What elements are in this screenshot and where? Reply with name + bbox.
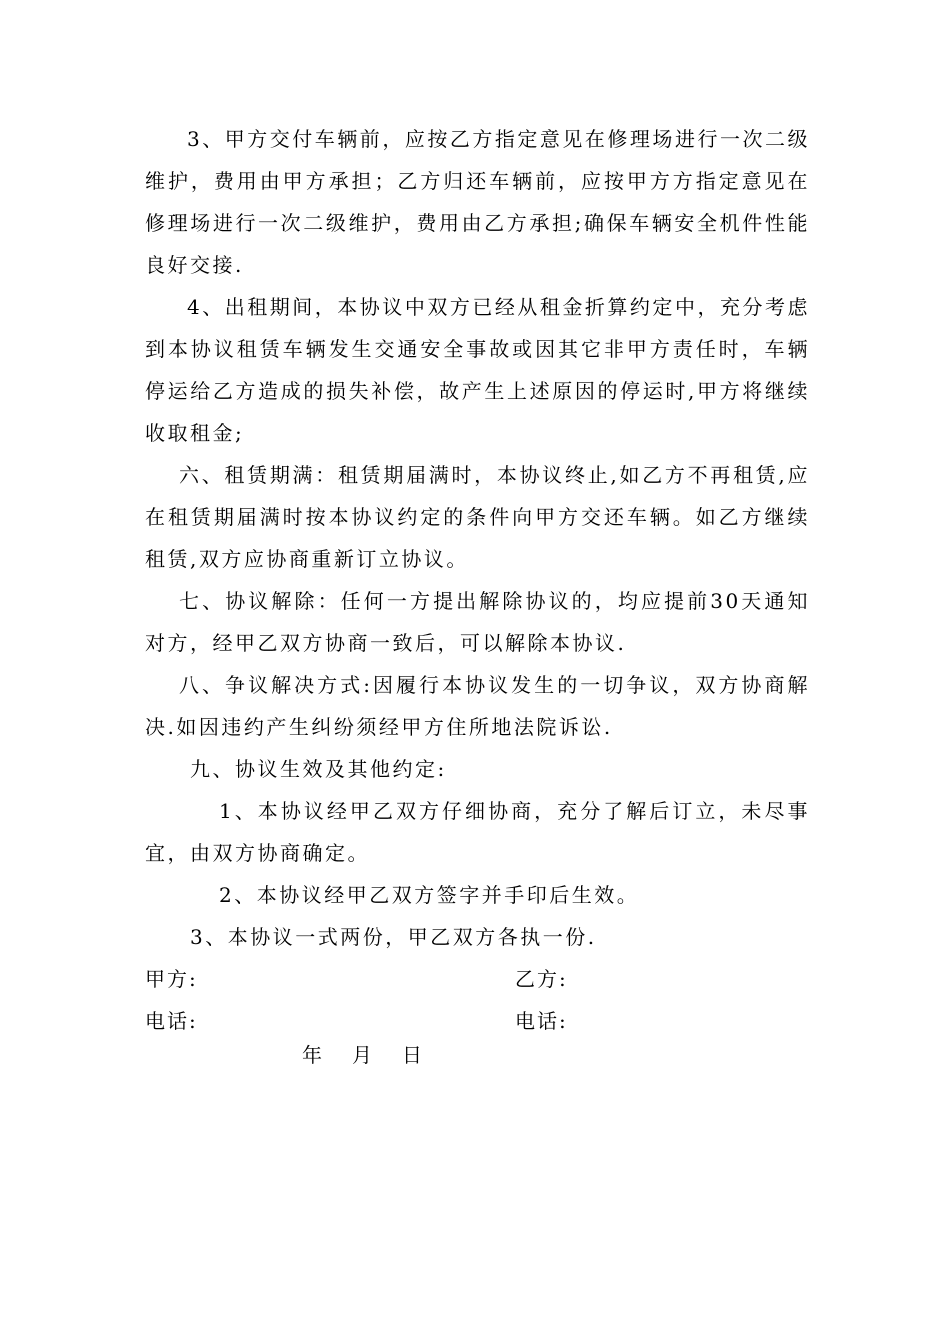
clause-effect-heading: 九、协议生效及其他约定: bbox=[190, 757, 447, 781]
party-b-label: 乙方: bbox=[515, 967, 568, 991]
clause-effect-item-2: 2、本协议经甲乙双方签字并手印后生效。 bbox=[219, 883, 640, 907]
party-b-phone-label: 电话: bbox=[515, 1009, 568, 1033]
date-year: 年 bbox=[302, 1043, 322, 1067]
clause-dispute-resolution: 八、争议解决方式:因履行本协议发生的一切争议，双方协商解决.如因违约产生纠纷须经甲方住所地法院诉讼. bbox=[145, 673, 810, 739]
clause-effect-item-1: 1、本协议经甲乙双方仔细协商，充分了解后订立，未尽事宜，由双方协商确定。 bbox=[145, 799, 810, 865]
clause-rent-during-downtime: 4、出租期间，本协议中双方已经从租金折算约定中，充分考虑到本协议租赁车辆发生交通安全事故或因其它非甲方责任时，车辆停运给乙方造成的损失补偿，故产生上述原因的停运时,甲方将继续收取租金; bbox=[145, 295, 810, 445]
clause-vehicle-maintenance: 3、甲方交付车辆前，应按乙方指定意见在修理场进行一次二级维护，费用由甲方承担；乙方归还车辆前，应按甲方方指定意见在修理场进行一次二级维护，费用由乙方承担;确保车辆安全机件性能良好交接. bbox=[145, 127, 810, 277]
party-a-label: 甲方: bbox=[145, 967, 198, 991]
clause-effect-item-3: 3、本协议一式两份，甲乙双方各执一份. bbox=[190, 925, 597, 949]
date-day: 日 bbox=[402, 1043, 422, 1067]
party-a-phone-label: 电话: bbox=[145, 1009, 198, 1033]
date-month: 月 bbox=[352, 1043, 372, 1067]
clause-termination: 七、协议解除：任何一方提出解除协议的，均应提前30天通知对方，经甲乙双方协商一致后，可以解除本协议. bbox=[145, 589, 810, 655]
clause-lease-expiry: 六、租赁期满：租赁期届满时，本协议终止,如乙方不再租赁,应在租赁期届满时按本协议约定的条件向甲方交还车辆。如乙方继续租赁,双方应协商重新订立协议。 bbox=[145, 463, 810, 571]
signing-date bbox=[302, 1034, 422, 1076]
